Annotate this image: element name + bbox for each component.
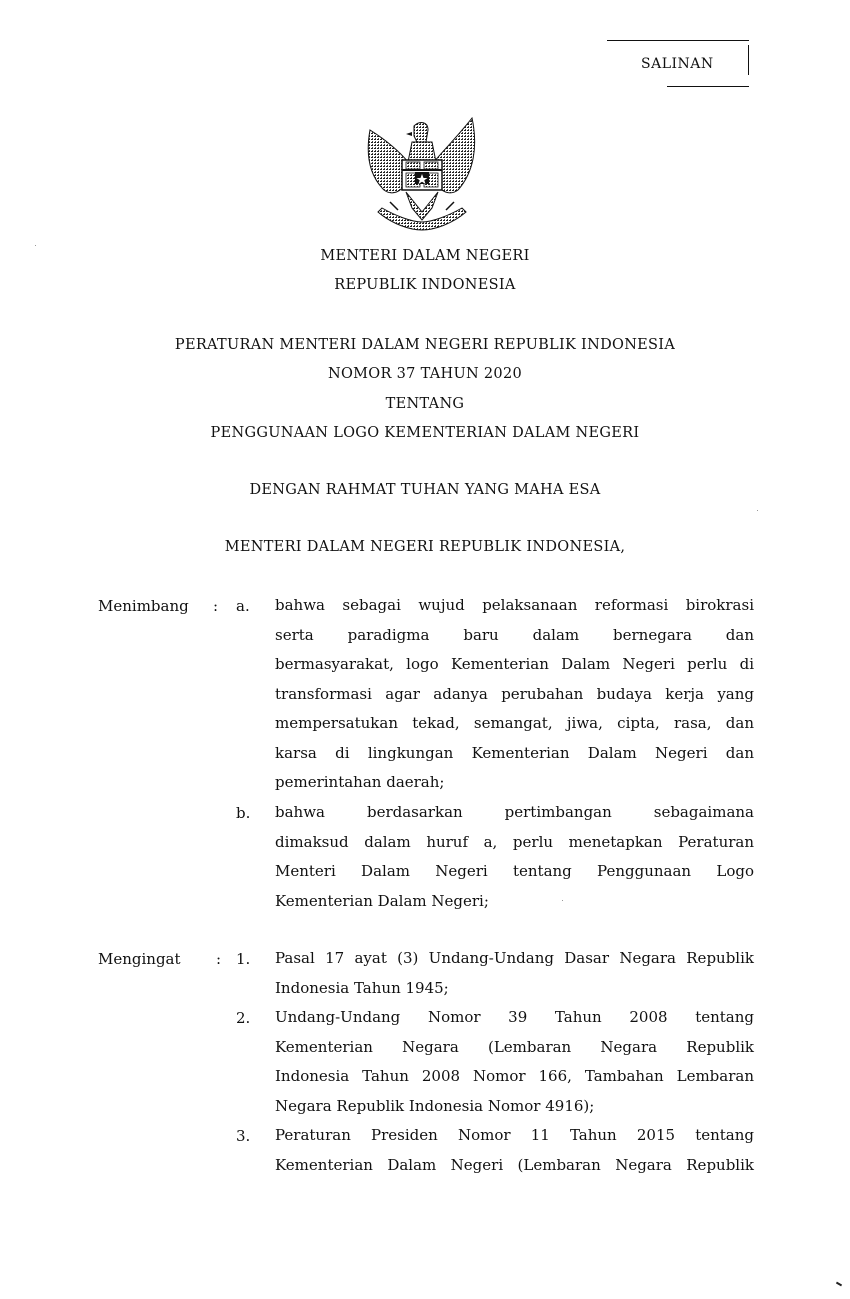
stamp-top-border bbox=[607, 40, 749, 41]
mengingat-item-2-marker: 2. bbox=[236, 1009, 251, 1027]
issuer-line-2: REPUBLIK INDONESIA bbox=[334, 277, 516, 293]
mengingat-item-2-text: Undang-Undang Nomor 39 Tahun 2008 tentang Kementerian Negara (Lembaran Negara Republik Indonesia Tahun 2008 Nomor 166, Tambahan Lembaran Negara Republik Indonesia Nomor 4916); bbox=[275, 1008, 754, 1115]
regulation-title: PERATURAN MENTERI DALAM NEGERI REPUBLIK INDONESIA bbox=[174, 337, 676, 353]
mengingat-item-1-text: Pasal 17 ayat (3) Undang-Undang Dasar Negara Republik Indonesia Tahun 1945; bbox=[275, 949, 754, 997]
regulation-subject: PENGGUNAAN LOGO KEMENTERIAN DALAM NEGERI bbox=[210, 425, 640, 441]
authority-line: MENTERI DALAM NEGERI REPUBLIK INDONESIA, bbox=[224, 539, 626, 555]
mengingat-label: Mengingat bbox=[98, 950, 181, 968]
garuda-emblem-icon bbox=[362, 112, 480, 234]
regulation-number: NOMOR 37 TAHUN 2020 bbox=[327, 366, 522, 382]
mengingat-item-3-text: Peraturan Presiden Nomor 11 Tahun 2015 tentang Kementerian Dalam Negeri (Lembaran Negara Republik bbox=[275, 1126, 754, 1174]
stamp-right-border bbox=[748, 45, 749, 75]
stamp-label: SALINAN bbox=[641, 56, 714, 72]
about-label: TENTANG bbox=[385, 396, 465, 412]
stamp-bottom-border bbox=[667, 86, 749, 87]
mengingat-colon: : bbox=[216, 950, 222, 968]
scan-artifact-dot bbox=[35, 245, 36, 246]
mengingat-item-1-marker: 1. bbox=[236, 950, 251, 968]
menimbang-colon: : bbox=[213, 597, 219, 615]
menimbang-item-a-marker: a. bbox=[236, 597, 250, 615]
menimbang-item-a-text: bahwa sebagai wujud pelaksanaan reformasi birokrasi serta paradigma baru dalam bernegara dan bermasyarakat, logo Kementerian Dalam Negeri perlu di transformasi agar adanya perubahan budaya kerja yang mempersatukan tekad, semangat, jiwa, cipta, rasa, dan karsa di lingkungan Kementerian Dalam Negeri dan pemerintahan daerah; bbox=[275, 596, 754, 791]
salinan-stamp bbox=[607, 40, 749, 87]
menimbang-label: Menimbang bbox=[98, 597, 189, 615]
scan-artifact-dot bbox=[562, 900, 563, 901]
mengingat-item-3-marker: 3. bbox=[236, 1127, 251, 1145]
scan-artifact-dot bbox=[757, 510, 758, 511]
scan-artifact-mark bbox=[836, 1282, 842, 1287]
issuer-line-1: MENTERI DALAM NEGERI bbox=[320, 248, 530, 264]
menimbang-item-b-text: bahwa berdasarkan pertimbangan sebagaimana dimaksud dalam huruf a, perlu menetapkan Peraturan Menteri Dalam Negeri tentang Penggunaan Logo Kementerian Dalam Negeri; bbox=[275, 803, 754, 910]
menimbang-item-b-marker: b. bbox=[236, 804, 251, 822]
invocation: DENGAN RAHMAT TUHAN YANG MAHA ESA bbox=[249, 482, 601, 498]
